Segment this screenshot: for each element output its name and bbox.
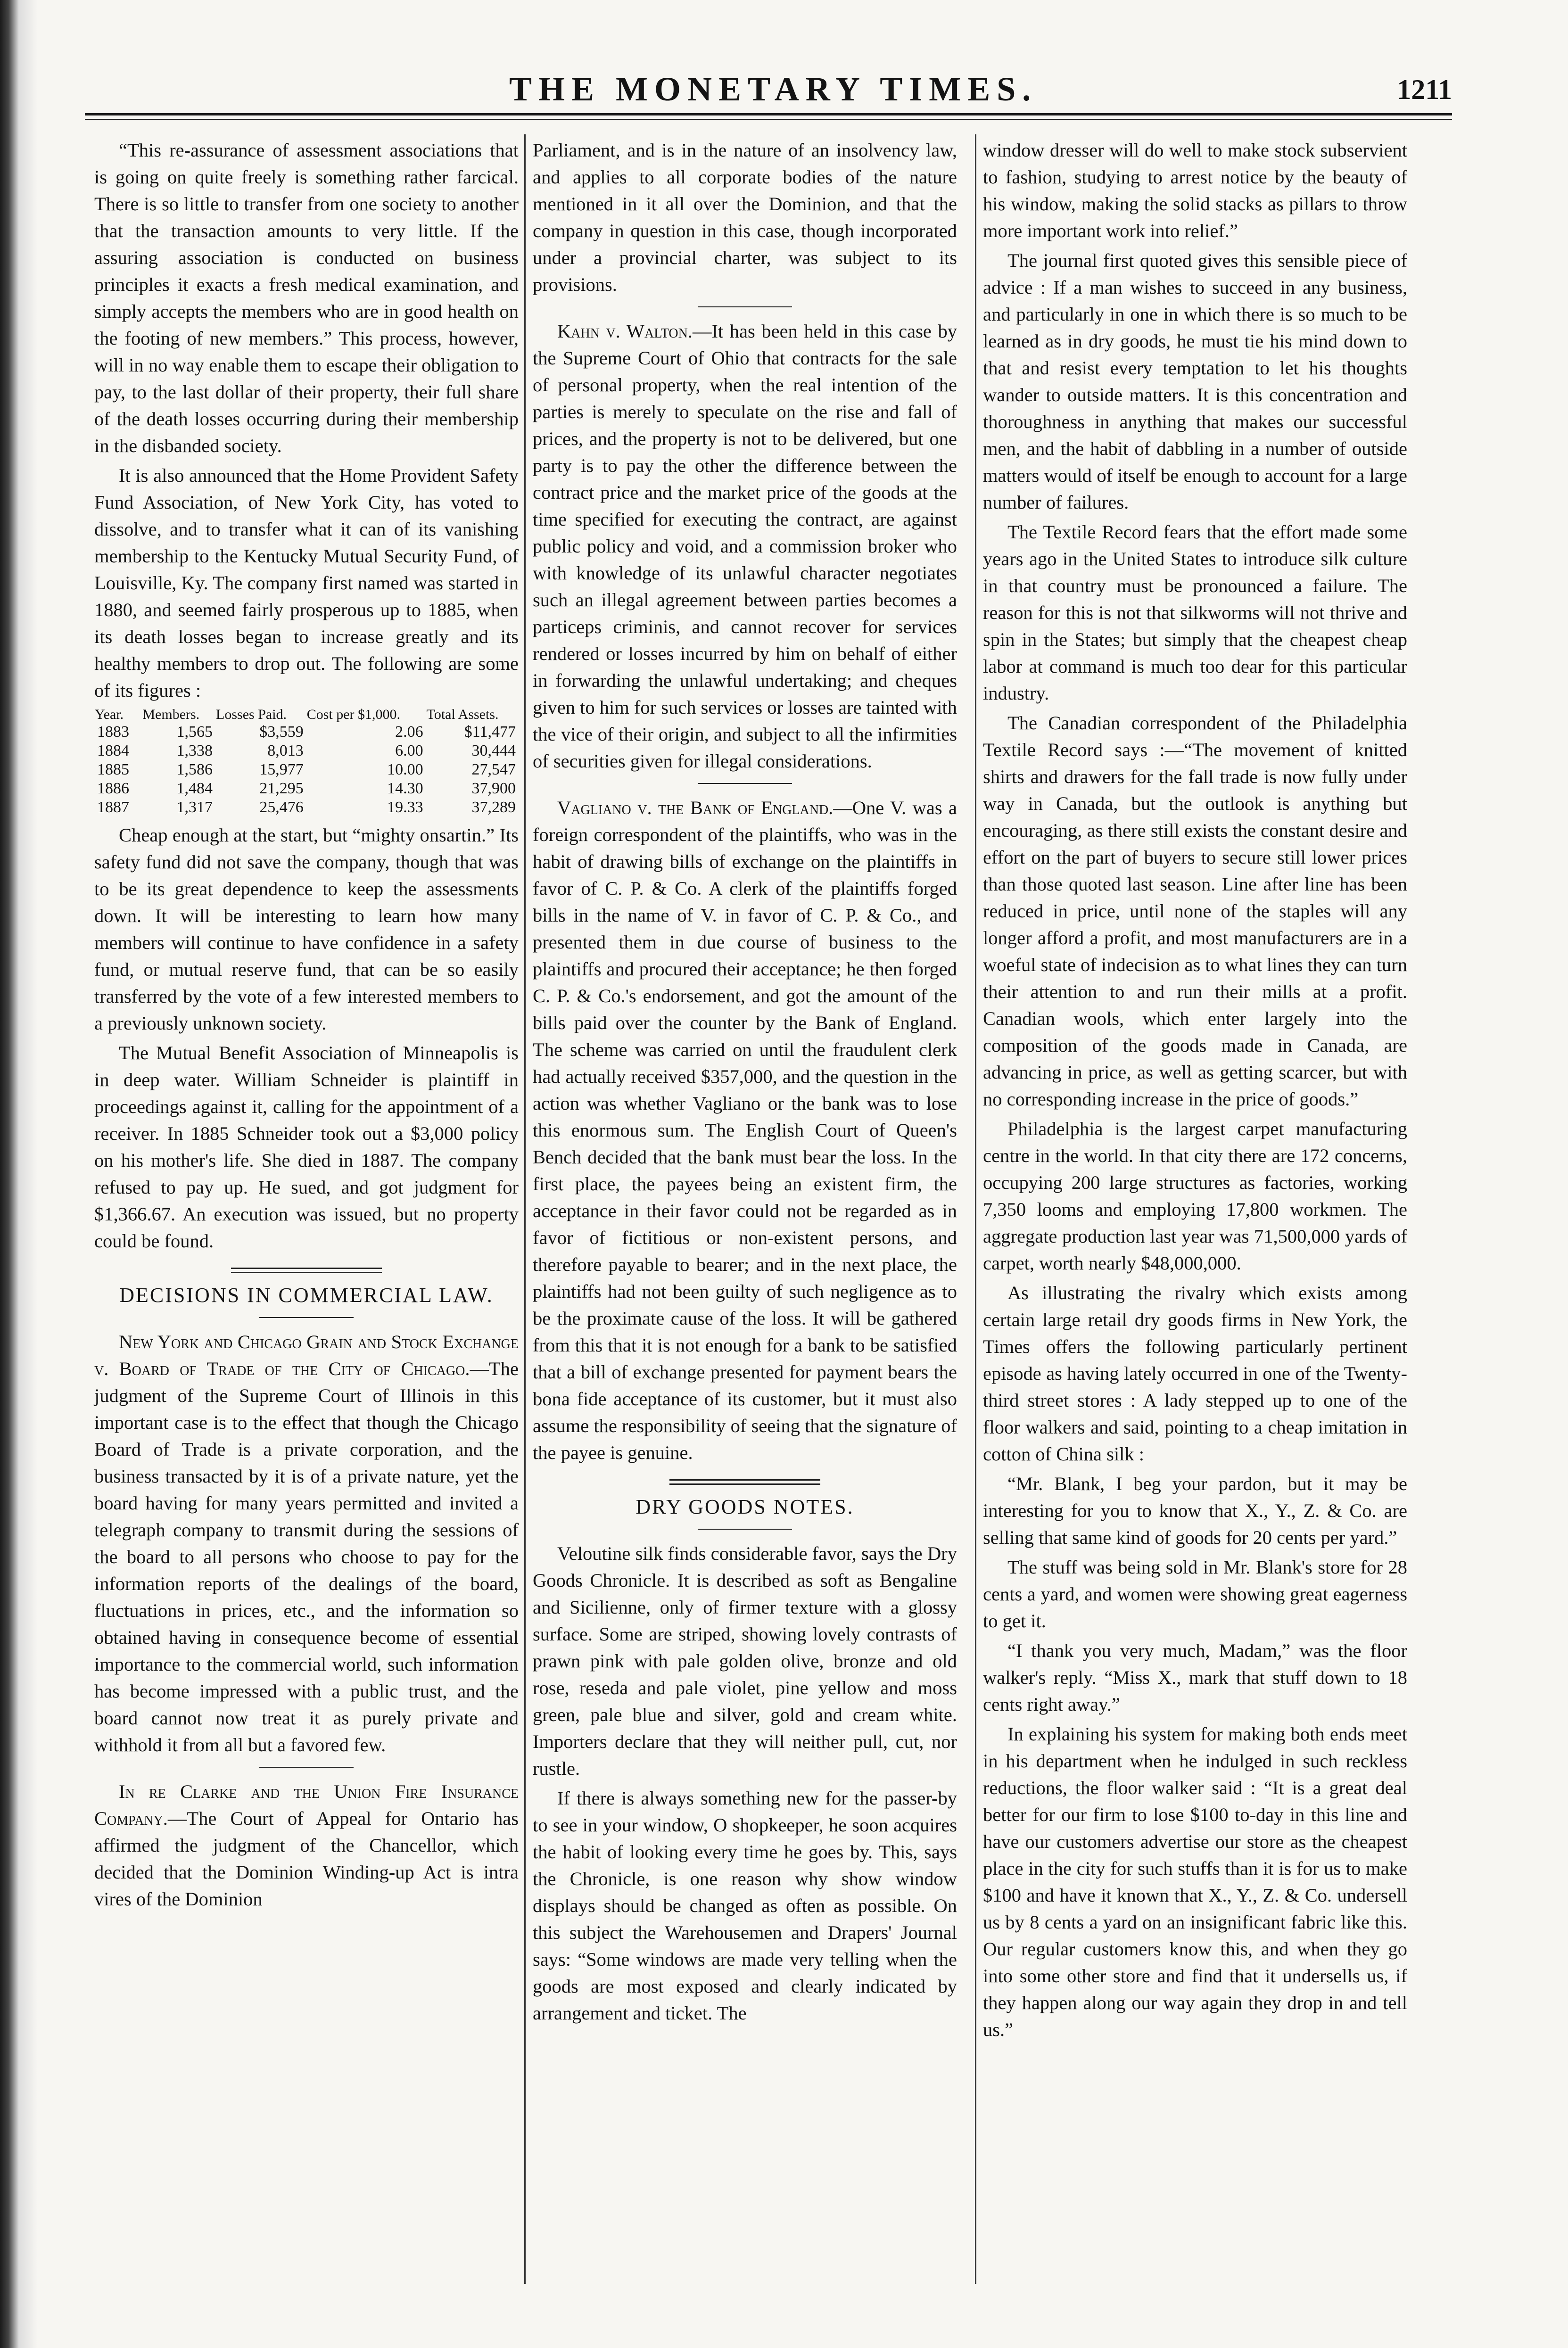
section-divider — [231, 1268, 382, 1273]
table-cell: 25,476 — [259, 799, 304, 816]
masthead-rule-thin — [85, 119, 1452, 120]
case-text: —The Court of Appeal for Ontario has affirmed the judgment of the Chancellor, which decided that the Dominion Winding-up Act is intra vires of the Dominion — [94, 1808, 519, 1910]
table-cell: 10.00 — [387, 761, 423, 778]
article-paragraph: The journal first quoted gives this sensible piece of advice : If a man wishes to succeed in any business, and particularly in one in which there is so much to be learned as in dry goods, he must tie his mind down to that and resist every temptation to let his thoughts wander to outside matters. It is this concentration and thoroughness in anything that makes our successful men, and the habit of dabbling in a number of outside matters would of itself be enough to account for a large number of failures. — [983, 250, 1407, 513]
article-paragraph: Cheap enough at the start, but “mighty onsartin.” Its safety fund did not save the company, though that was to be its great dependence to keep the assessments down. It will be interesting to learn how many members will continue to have confidence in a safety fund, or mutual reserve fund, that can be so easily transferred by the vote of a few interested members to a previously unknown society. — [94, 824, 519, 1034]
case-divider — [259, 1767, 354, 1768]
page-gutter-shadow — [0, 0, 57, 2348]
table-cell: 1,317 — [176, 799, 213, 816]
table-cell: $3,559 — [259, 723, 304, 741]
table-cell: 27,547 — [471, 761, 516, 778]
table-header: Members. — [142, 707, 200, 722]
table-header: Cost per $1,000. — [306, 707, 401, 722]
heading-rule — [698, 1529, 792, 1530]
table-header: Year. — [95, 707, 124, 722]
column-divider — [524, 134, 526, 2284]
section-heading: DRY GOODS NOTES. — [635, 1495, 854, 1518]
case-paragraph — [94, 1328, 519, 1758]
table-cell: 1883 — [97, 723, 129, 741]
column-divider — [975, 134, 976, 2284]
table-header: Losses Paid. — [216, 707, 287, 722]
article-paragraph: Parliament, and is in the nature of an insolvency law, and applies to all corporate bodies of the nature mentioned in it all over the Dominion, and that the company in question in this case, though incorporated under a provincial charter, was subject to its provisions. — [533, 140, 957, 295]
table-cell: 1,484 — [176, 780, 213, 797]
article-paragraph: If there is always something new for the passer-by to see in your window, O shopkeeper, he soon acquires the habit of looking every time he goes by. This, says the Chronicle, is one reason why show window displays should be changed as often as possible. On this subject the Warehousemen and Drapers' Journal says: “Some windows are made very telling when the goods are most exposed and clearly indicated by arrangement and ticket. The — [533, 1788, 957, 2024]
masthead-rule — [85, 113, 1452, 115]
table-cell: 1,338 — [176, 742, 213, 759]
table-cell: 2.06 — [395, 723, 423, 741]
table-cell: $11,477 — [464, 723, 516, 741]
table-cell: 1884 — [97, 742, 129, 759]
table-cell: 1886 — [97, 780, 129, 797]
table-cell: 1,586 — [176, 761, 213, 778]
case-title: In re Clarke and the Union Fire Insurance Company. — [94, 1781, 519, 1829]
article-paragraph: Philadelphia is the largest carpet manufacturing centre in the world. In that city there are 172 concerns, occupying 200 large structures as factories, working 7,350 looms and employing 17,800 workmen. The aggregate production last year was 71,500,000 yards of carpet, worth nearly $48,000,000. — [983, 1118, 1407, 1274]
article-paragraph: The Mutual Benefit Association of Minneapolis is in deep water. William Schneider is plaintiff in proceedings against it, calling for the appointment of a receiver. In 1885 Schneider took out a $3,000 policy on his mother's life. She died in 1887. The company refused to pay up. He sued, and got judgment for $1,366.67. An execution was issued, but no property could be found. — [94, 1042, 519, 1252]
case-title: Vagliano v. the Bank of England. — [557, 797, 834, 818]
table-row — [94, 723, 519, 741]
case-title: New York and Chicago Grain and Stock Exchange v. Board of Trade of the City of Chicago. — [94, 1331, 519, 1379]
case-paragraph — [533, 318, 957, 774]
table-row — [94, 779, 519, 798]
table-row — [94, 760, 519, 779]
case-divider — [698, 783, 792, 784]
article-paragraph: “This re-assurance of assessment associations that is going on quite freely is something rather farcical. There is so little to transfer from one society to another that the transaction amounts to very little. If the assuring association is conducted on business principles it exacts a fresh medical examination, and simply accepts the members who are in good health on the footing of new members.” This process, however, will in no way enable them to escape their obligation to pay, to the last dollar of their property, their full share of the death losses occurring during their membership in the disbanded society. — [94, 140, 519, 456]
table-cell: 6.00 — [395, 742, 423, 759]
case-paragraph — [94, 1778, 519, 1912]
table-cell: 19.33 — [387, 799, 423, 816]
article-paragraph: In explaining his system for making both ends meet in his department when he indulged in such reckless reductions, the floor walker said : “It is a great deal better for our firm to lose $100 to-day in this line and have our customers advertise our store as the cheapest place in the city for such stuffs than it is for us to make $100 and have it known that X., Y., Z. & Co. undersell us by 8 cents a yard on an insignificant fabric like this. Our regular customers know this, and when they go into some other store and find that it undersells us, if they happen along our way again they drop in and tell us.” — [983, 1723, 1407, 2040]
table-cell: 8,013 — [267, 742, 304, 759]
table-header-row — [94, 707, 519, 723]
article-paragraph: window dresser will do well to make stock subservient to fashion, studying to arrest notice by the beauty of his window, making the solid stacks as pillars to throw more important work into relief.” — [983, 140, 1407, 241]
article-paragraph: “Mr. Blank, I beg your pardon, but it may be interesting for you to know that X., Y., Z. & Co. are selling that same kind of goods for 20 cents per yard.” — [983, 1473, 1407, 1548]
table-header: Total Assets. — [426, 707, 499, 722]
table-cell: 1,565 — [176, 723, 213, 741]
column-3 — [983, 137, 1407, 2046]
figures-table — [94, 707, 519, 817]
case-text: —The judgment of the Supreme Court of Illinois in this important case is to the effect that though the Chicago Board of Trade is a private corporation, and the business transacted by it is of a private nature, yet the board having for many years permitted and invited a telegraph company to transmit during the sessions of the board to all persons who choose to pay for the information reports of the dealings of the board, fluctuations in prices, etc., and the information so obtained having in consequence become of essential importance to the commercial world, such information has become impressed with a public trust, and the board cannot now treat it as purely private and withhold it from all but a favored few. — [94, 1358, 519, 1755]
table-cell: 15,977 — [259, 761, 304, 778]
section-divider — [669, 1479, 820, 1485]
case-paragraph — [533, 794, 957, 1466]
table-cell: 14.30 — [387, 780, 423, 797]
article-paragraph: It is also announced that the Home Provident Safety Fund Association, of New York City, has voted to dissolve, and to transfer what it can of its vanishing membership to the Kentucky Mutual Security Fund, of Louisville, Ky. The company first named was started in 1880, and seemed fairly prosperous up to 1885, when its death losses began to increase greatly and its healthy members to drop out. The following are some of its figures : — [94, 465, 519, 701]
section-heading: DECISIONS IN COMMERCIAL LAW. — [119, 1284, 494, 1307]
table-cell: 1887 — [97, 799, 129, 816]
table-cell: 37,289 — [471, 799, 516, 816]
article-paragraph: As illustrating the rivalry which exists among certain large retail dry goods firms in New York, the Times offers the following particularly pertinent episode as having lately occurred in one of the Twenty-third street stores : A lady stepped up to one of the floor walkers and said, pointing to a cheap imitation in cotton of China silk : — [983, 1282, 1407, 1465]
article-paragraph: The Canadian correspondent of the Philadelphia Textile Record says :—“The movement of knitted shirts and drawers for the fall trade is now fully under way in Canada, but the outlook is anything but encouraging, as there still exists the constant desire and effort on the part of buyers to secure still lower prices than those quoted last season. Line after line has been reduced in price, until none of the staples will any longer afford a profit, and most manufacturers are in a woeful state of indecision as to what lines they can turn their attention to and run their mills at a profit. Canadian wools, which enter largely into the composition of the goods made in Canada, are advancing in price, as well as getting scarcer, but with no corresponding increase in the price of goods.” — [983, 712, 1407, 1110]
article-paragraph: The Textile Record fears that the effort made some years ago in the United States to introduce silk culture in that country must be pronounced a failure. The reason for this is not that silkworms will not thrive and spin in the States; but simply that the cheapest cheap labor at command is much too dear for this particular industry. — [983, 521, 1407, 704]
article-paragraph: “I thank you very much, Madam,” was the floor walker's reply. “Miss X., mark that stuff down to 18 cents right away.” — [983, 1640, 1407, 1715]
case-text: —One V. was a foreign correspondent of the plaintiffs, who was in the habit of drawing bills of exchange on the plaintiffs in favor of C. P. & Co. A clerk of the plaintiffs forged bills in the name of V. in favor of C. P. & Co., and presented them in due course of business to the plaintiffs and procured their acceptance; he then forged C. P. & Co.'s endorsement, and got the amount of the bills paid over the counter by the Bank of England. The scheme was carried on until the fraudulent clerk had actually received $357,000, and the question in the action was whether Vagliano or the bank was to lose this enormous sum. The English Court of Queen's Bench decided that the bank must bear the loss. In the first place, the payees being an existent firm, the acceptance in their favor could not be regarded as in favor of fictitious or non-existent persons, and therefore payable to bearer; and in the next place, the plaintiffs had not been guilty of such negligence as to be the proximate cause of the loss. It will be gathered from this that it is not enough for a bank to be satisfied that a bill of exchange presented for payment bears the bona fide acceptance of its customer, but it must also assume the responsibility of seeing that the signature of the payee is genuine. — [533, 797, 957, 1463]
page-number: 1211 — [1397, 74, 1452, 105]
case-divider — [698, 306, 792, 307]
table-row — [94, 798, 519, 817]
publication-title: THE MONETARY TIMES. — [509, 70, 1038, 108]
table-cell: 37,900 — [471, 780, 516, 797]
column-1 — [94, 137, 519, 1915]
table-cell: 30,444 — [471, 742, 516, 759]
table-row — [94, 741, 519, 760]
column-2 — [533, 137, 957, 2029]
heading-rule — [259, 1317, 354, 1318]
article-paragraph: The stuff was being sold in Mr. Blank's store for 28 cents a yard, and women were showing great eagerness to get it. — [983, 1557, 1407, 1631]
table-cell: 21,295 — [259, 780, 304, 797]
case-title: Kahn v. Walton. — [557, 321, 693, 342]
article-paragraph: Veloutine silk finds considerable favor, says the Dry Goods Chronicle. It is described as soft as Bengaline and Sicilienne, only of firmer texture with a glossy surface. Some are striped, showing lovely contrasts of prawn pink with pale golden olive, bronze and old rose, reseda and pale violet, pine yellow and moss green, pale blue and silver, gold and cream white. Importers declare that they will neither pull, cut, nor rustle. — [533, 1543, 957, 1779]
table-cell: 1885 — [97, 761, 129, 778]
case-text: —It has been held in this case by the Supreme Court of Ohio that contracts for the sale of personal property, when the real intention of the parties is merely to speculate on the rise and fall of prices, and the property is not to be delivered, but one party is to pay the other the difference between the contract price and the market price of the goods at the time specified for executing the contract, are against public policy and void, and a commission broker who with knowledge of its unlawful character negotiates such an illegal agreement between parties becomes a particeps criminis, and cannot recover for services rendered or losses incurred by him on behalf of either in forwarding the unlawful undertaking; and cheques given to him for such services or losses are tainted with the vice of their origin, and subject to all the infirmities of securities given for illegal considerations. — [533, 321, 957, 772]
